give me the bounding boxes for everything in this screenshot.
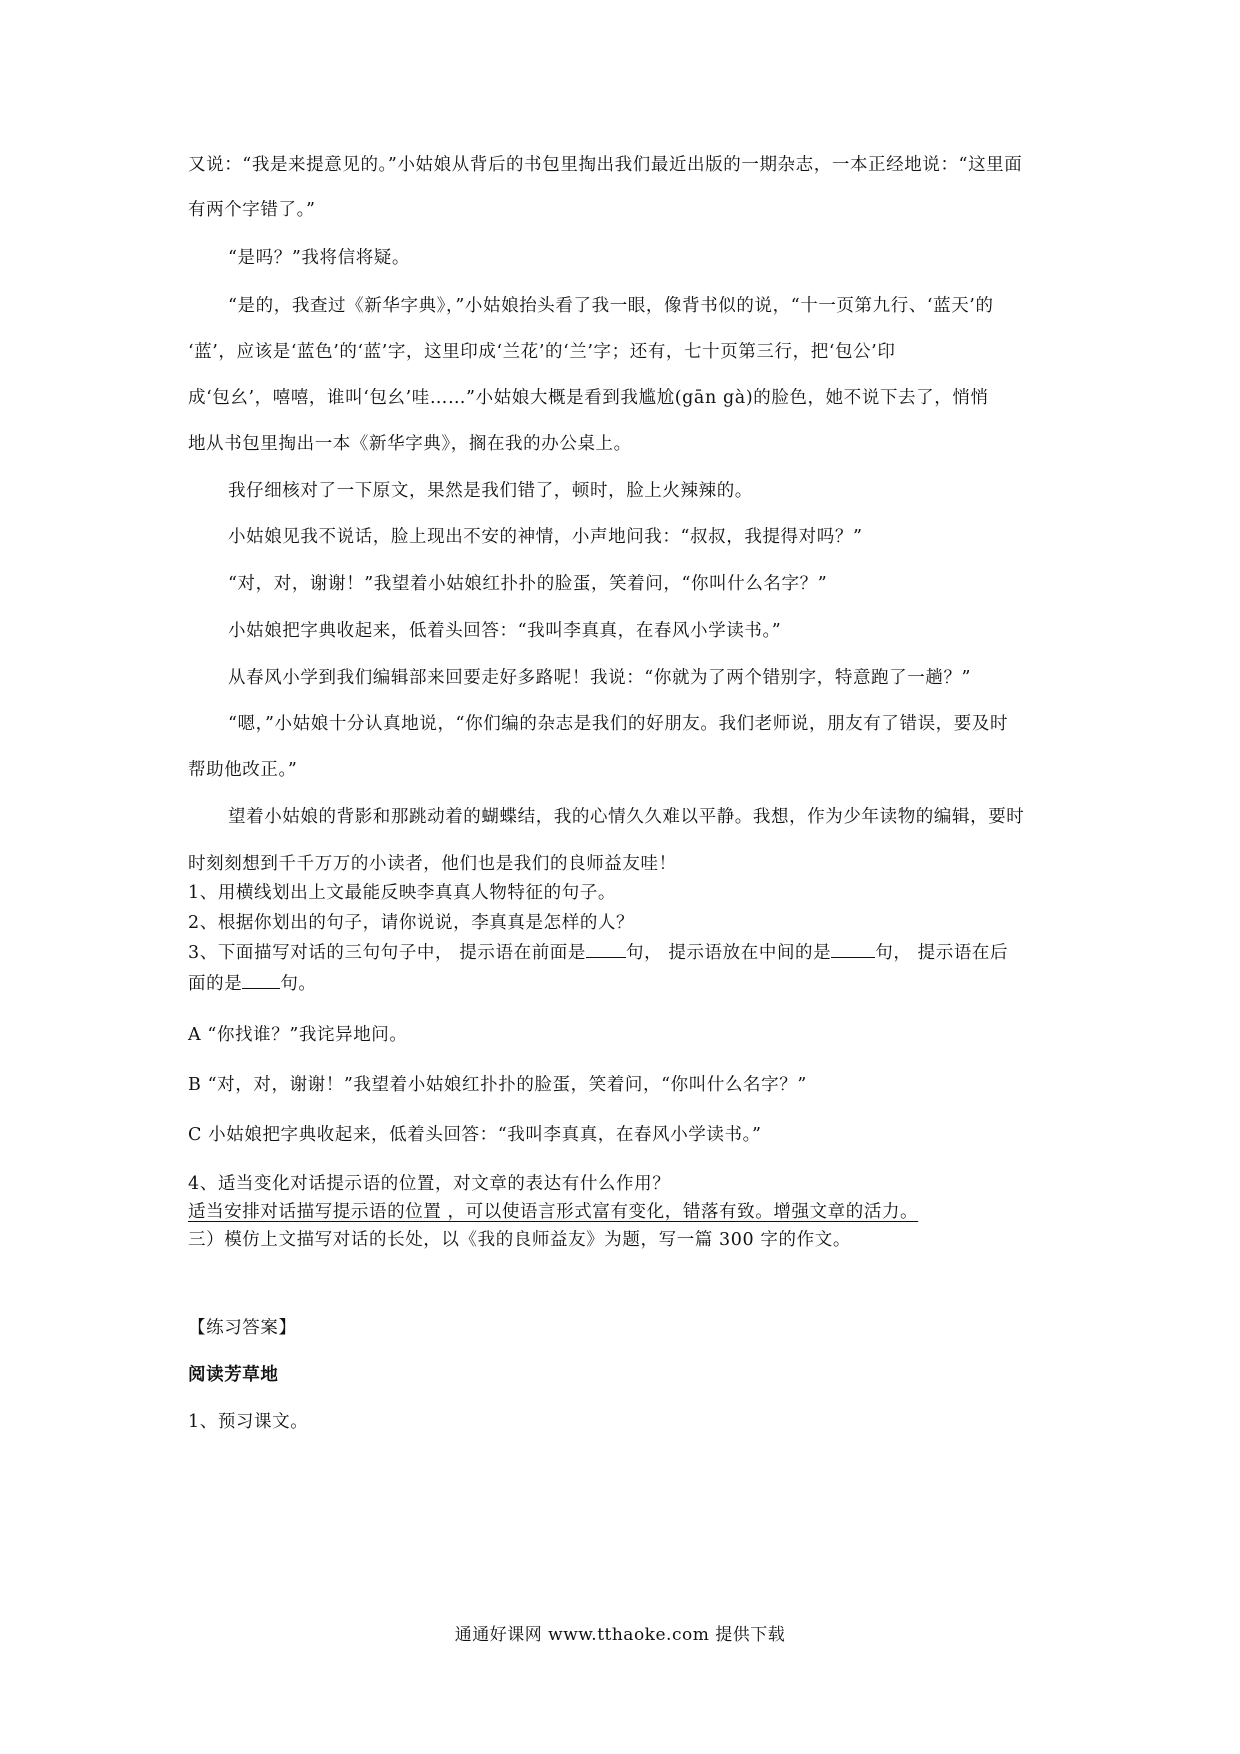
- option-c: C 小姑娘把字典收起来，低着头回答：“我叫李真真，在春风小学读书。”: [188, 1125, 762, 1145]
- paragraph-line: 有两个字错了。”: [188, 200, 316, 220]
- answers-heading: 【练习答案】: [188, 1318, 297, 1338]
- paragraph-line: “是的，我查过《新华字典》，”小姑娘抬头看了我一眼，像背书似的说，“十一页第九行、‘蓝天’的: [228, 296, 994, 316]
- option-b: B “对，对，谢谢！”我望着小姑娘红扑扑的脸蛋，笑着问，“你叫什么名字？”: [188, 1075, 807, 1095]
- paragraph-line: “对，对，谢谢！”我望着小姑娘红扑扑的脸蛋，笑着问，“你叫什么名字？”: [228, 574, 828, 594]
- question-1: 1、用横线划出上文最能反映李真真人物特征的句子。: [188, 883, 617, 903]
- question-3-text: 句， 提示语放在中间的是: [626, 943, 832, 963]
- page-footer: 通通好课网 www.tthaoke.com 提供下载: [454, 1625, 786, 1645]
- answer-blank[interactable]: [831, 943, 875, 958]
- answer-blank[interactable]: [586, 943, 626, 958]
- paragraph-line: 成‘包幺’，嘻嘻，谁叫‘包幺’哇……”小姑娘大概是看到我尴尬(gān gà)的脸色，她不说下去了，悄悄: [188, 388, 989, 408]
- answer-item-1: 1、预习课文。: [188, 1412, 309, 1432]
- paragraph-line: 小姑娘把字典收起来，低着头回答：“我叫李真真，在春风小学读书。”: [228, 621, 782, 641]
- question-3-text: 句， 提示语在后: [875, 943, 1009, 963]
- question-3: [188, 941, 1008, 965]
- question-3-text: 句。: [280, 974, 317, 994]
- option-a: A “你找谁？”我诧异地问。: [188, 1025, 408, 1045]
- writing-task: 三）模仿上文描写对话的长处，以《我的良师益友》为题，写一篇 300 字的作文。: [188, 1230, 851, 1250]
- question-4: 4、适当变化对话提示语的位置，对文章的表达有什么作用？: [188, 1174, 671, 1194]
- question-4-answer: 适当安排对话描写提示语的位置 ，可以使语言形式富有变化，错落有致。增强文章的活力。: [188, 1202, 919, 1222]
- paragraph-line: 地从书包里掏出一本《新华字典》，搁在我的办公桌上。: [188, 434, 632, 454]
- paragraph-line: 时刻刻想到千千万万的小读者，他们也是我们的良师益友哇！: [188, 854, 677, 874]
- paragraph-line: “是吗？”我将信将疑。: [228, 248, 410, 268]
- paragraph-line: 我仔细核对了一下原文，果然是我们错了，顿时，脸上火辣辣的。: [228, 481, 753, 501]
- paragraph-line: 又说：“我是来提意见的。”小姑娘从背后的书包里掏出我们最近出版的一期杂志，一本正经地说：“这里面: [188, 155, 1023, 175]
- question-2: 2、根据你划出的句子，请你说说，李真真是怎样的人？: [188, 913, 635, 933]
- paragraph-line: 望着小姑娘的背影和那跳动着的蝴蝶结，我的心情久久难以平静。我想，作为少年读物的编辑，要时: [228, 807, 1025, 827]
- question-3-text: 3、下面描写对话的三句句子中， 提示语在前面是: [188, 943, 586, 963]
- paragraph-line: 从春风小学到我们编辑部来回要走好多路呢！我说：“你就为了两个错别字，特意跑了一趟？”: [228, 668, 972, 688]
- paragraph-line: “嗯，”小姑娘十分认真地说，“你们编的杂志是我们的好朋友。我们老师说，朋友有了错误，要及时: [228, 714, 1009, 734]
- answer-blank[interactable]: [242, 974, 280, 989]
- question-3-line2: [188, 972, 317, 996]
- paragraph-line: 小姑娘见我不说话，脸上现出不安的神情，小声地问我：“叔叔，我提得对吗？”: [228, 527, 863, 547]
- paragraph-line: 帮助他改正。”: [188, 760, 298, 780]
- paragraph-line: ‘蓝’，应该是‘蓝色’的‘蓝’字，这里印成‘兰花’的‘兰’字；还有，七十页第三行，把‘包公’印: [188, 342, 896, 362]
- question-3-text: 面的是: [188, 974, 243, 994]
- section-title: 阅读芳草地: [188, 1365, 279, 1385]
